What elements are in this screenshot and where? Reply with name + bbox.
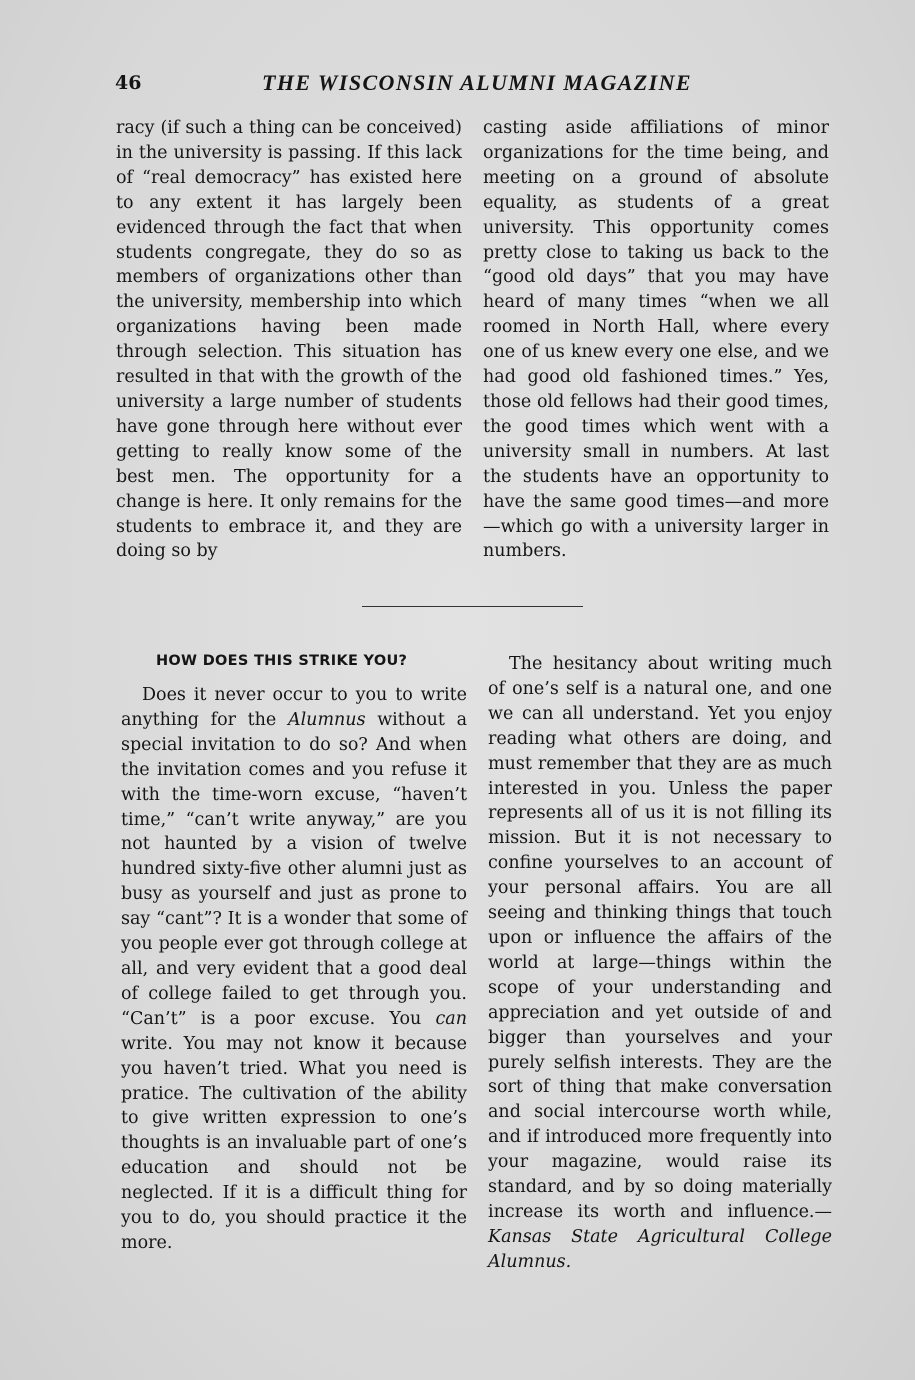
- top-left-paragraph: racy (if such a thing can be conceived) in the university is passing. If this lack of “real democracy” has existed here to any extent it has largely been evidenced through the fact that when students congregate, they do so as members of organizations other than the university, membership into which organizations having been made through selection. This situation has resulted in that with the growth of the university a large number of students have gone through here without ever getting to really know some of the best men. The opportunity for a change is here. It only remains for the students to embrace it, and they are doing so by: [116, 118, 462, 562]
- text-run: The hesitancy about writing much of one’s self is a natural one, and one we can all understand. Yet you enjoy reading what others are doing, and must remember that they are as much interested in you. Unless the paper represents all of us it is not filling its mission. But it is not necessary to confine yourselves to an account of your personal affairs. You are all seeing and thinking things that touch upon or influence the affairs of the world at large—things within the scope of your understanding and appreciation and yet outside of and bigger than yourselves and your purely selfish interests. They are the sort of thing that make conversation and social intercourse worth while, and if introduced more frequently into your magazine, would raise its standard, and by so doing materially increase its worth and influence.: [488, 654, 832, 1222]
- article-right-paragraph: [488, 652, 832, 1275]
- article-left-paragraph: [121, 683, 467, 1256]
- section-divider: [362, 606, 583, 607]
- article-left-column: [121, 683, 467, 1256]
- source-attribution: —Kansas State Agricultural College Alumnus.: [488, 1201, 832, 1272]
- running-title: THE WISCONSIN ALUMNI MAGAZINE: [262, 70, 692, 95]
- top-right-paragraph: casting aside affiliations of minor organizations for the time being, and meeting on a ground of absolute equality, as students of a great university. This opportunity comes pretty close to taking us back to the “good old days” that you may have heard of many times “when we all roomed in North Hall, where every one of us knew every one else, and we had good old fashioned times.” Yes, those old fellows had their good times, the good times which went with a university small in numbers. At last the students have an opportunity to have the same good times—and more—which go with a university larger in numbers.: [483, 118, 829, 562]
- article-right-column: [488, 652, 832, 1275]
- top-right-column: [483, 116, 829, 564]
- page-header: [112, 70, 832, 100]
- article-heading: HOW DOES THIS STRIKE YOU?: [156, 653, 408, 669]
- page-number: 46: [115, 72, 142, 94]
- can-italic: can: [435, 1008, 467, 1029]
- top-left-column: [116, 116, 462, 564]
- alumnus-italic: Alumnus: [287, 709, 366, 730]
- text-run: Does it never occur to you to write anything for the: [121, 685, 467, 730]
- text-run: without a special invitation to do so? And when the invitation comes and you refuse it with the time-worn excuse, “haven’t time,” “can’t write anyway,” are you not haunted by a vision of twelve hundred sixty-five other alumni just as busy as yourself and just as prone to say “cant”? It is a wonder that some of you people ever got through college at all, and very evident that a good deal of college failed to get through you. “Can’t” is a poor excuse. You: [121, 709, 467, 1029]
- text-run: write. You may not know it because you haven’t tried. What you need is pratice. The cultivation of the ability to give written expression to one’s thoughts is an invaluable part of one’s education and should not be neglected. If it is a difficult thing for you to do, you should practice it the more.: [121, 1033, 467, 1253]
